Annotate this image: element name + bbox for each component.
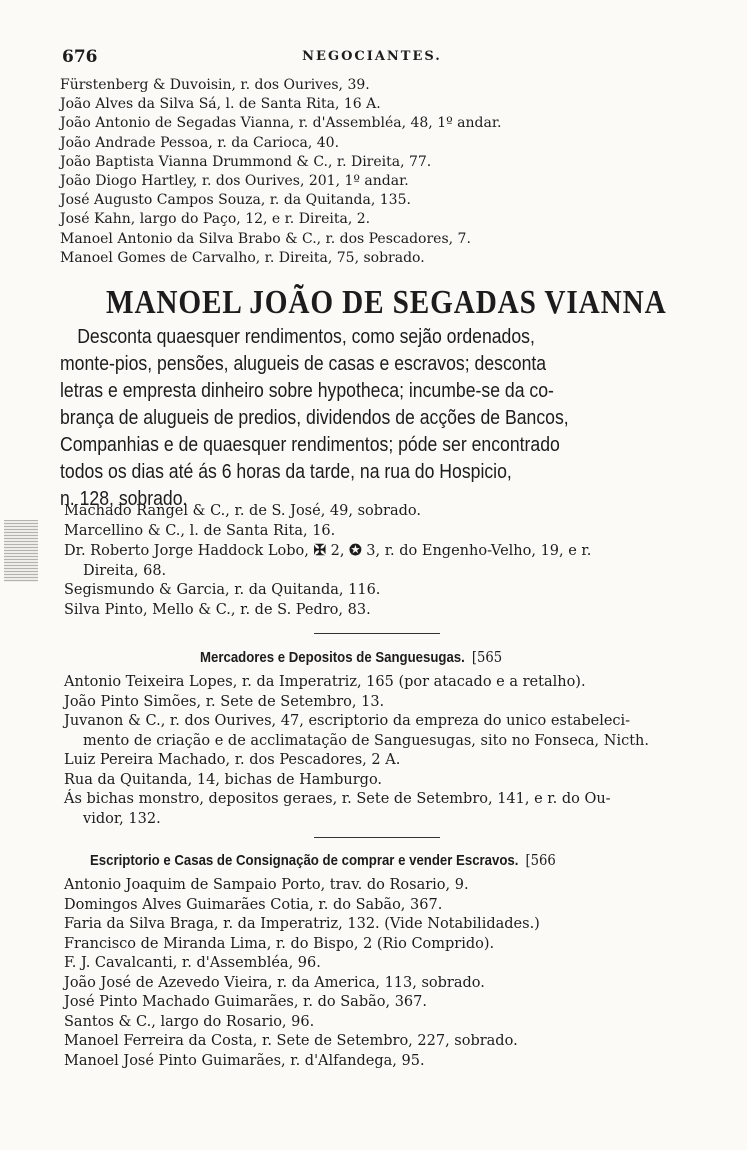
list-item: Antonio Teixeira Lopes, r. da Imperatriz, 165 (por atacado e a retalho). (64, 674, 586, 690)
advert-line: monte-pios, pensões, alugueis de casas e escravos; desconta (60, 352, 547, 375)
list-item: Juvanon & C., r. dos Ourives, 47, escriptorio da empreza do unico estabeleci- (64, 713, 631, 729)
list-item: Luiz Pereira Machado, r. dos Pescadores, 2 A. (64, 752, 401, 768)
section-title-sanguesugas (200, 648, 747, 666)
page-header (62, 47, 682, 71)
page-smudge (4, 520, 38, 582)
list-item: F. J. Cavalcanti, r. d'Assembléa, 96. (64, 955, 321, 971)
advert-line: brança de alugueis de predios, dividendos de acções de Bancos, (60, 406, 569, 429)
running-title: NEGOCIANTES. (302, 49, 442, 64)
list-item-continuation: mento de criação e de acclimatação de Sanguesugas, sito no Fonseca, Nicth. (83, 732, 649, 749)
list-item: Manoel José Pinto Guimarães, r. d'Alfandega, 95. (64, 1052, 425, 1069)
list-item: Antonio Joaquim de Sampaio Porto, trav. do Rosario, 9. (64, 877, 469, 893)
list-item (64, 541, 724, 562)
advert-line: Desconta quaesquer rendimentos, como sejão ordenados, (77, 325, 535, 348)
list-item: Machado Rangel & C., r. de S. José, 49, sobrado. (64, 503, 421, 519)
list-item: Manoel Gomes de Carvalho, r. Direita, 75, sobrado. (60, 249, 425, 266)
merchant-list-middle (64, 502, 724, 620)
list-item: João Antonio de Segadas Vianna, r. d'Assembléa, 48, 1º andar. (60, 115, 502, 132)
section-number: [565 (471, 648, 503, 666)
list-item: Fürstenberg & Duvoisin, r. dos Ourives, 39. (60, 77, 370, 93)
list-item: Silva Pinto, Mello & C., r. de S. Pedro, 83. (64, 601, 371, 618)
advert-line: Companhias e de quaesquer rendimentos; póde ser encontrado (60, 433, 560, 456)
list-item: João Diogo Hartley, r. dos Ourives, 201, 1º andar. (60, 173, 409, 190)
sanguesugas-list (64, 673, 734, 829)
list-item: Manoel Ferreira da Costa, r. Sete de Setembro, 227, sobrado. (64, 1033, 518, 1049)
list-item-continuation: Direita, 68. (83, 562, 167, 579)
section-number: [566 (525, 851, 556, 869)
list-item: João José de Azevedo Vieira, r. da America, 113, sobrado. (64, 974, 485, 991)
escravos-list (64, 876, 704, 1071)
list-item: João Andrade Pessoa, r. da Carioca, 40. (60, 134, 340, 151)
section-title-escravos (90, 851, 653, 869)
medal-icon: ✪ (349, 541, 362, 559)
list-item: Manoel Antonio da Silva Brabo & C., r. dos Pescadores, 7. (60, 230, 471, 247)
list-item: João Baptista Vianna Drummond & C., r. Direita, 77. (60, 153, 432, 170)
list-item-continuation: vidor, 132. (83, 810, 161, 827)
merchant-list-top (60, 76, 720, 268)
list-item: Santos & C., largo do Rosario, 96. (64, 1013, 315, 1030)
list-item-text: 2, (330, 543, 345, 559)
list-item: Ás bichas monstro, depositos geraes, r. Sete de Setembro, 141, e r. do Ou- (64, 791, 611, 807)
list-item: Marcellino & C., l. de Santa Rita, 16. (64, 522, 336, 539)
advertisement (60, 283, 700, 512)
list-item: João Pinto Simões, r. Sete de Setembro, 13. (64, 693, 385, 710)
section-divider (314, 837, 440, 838)
list-item-text: 3, r. do Engenho-Velho, 19, e r. (366, 543, 592, 559)
list-item: Rua da Quitanda, 14, bichas de Hamburgo. (64, 771, 383, 788)
section-title-text: Escriptorio e Casas de Consignação de comprar e vender Escravos. (90, 852, 519, 869)
section-divider (314, 633, 440, 634)
list-item: João Alves da Silva Sá, l. de Santa Rita, 16 A. (60, 96, 381, 113)
advert-line: todos os dias até ás 6 horas da tarde, na rua do Hospicio, (60, 460, 512, 483)
cross-of-order-icon: ✠ (313, 541, 327, 559)
section-title-text: Mercadores e Depositos de Sanguesugas. (200, 649, 465, 666)
list-item-text: Dr. Roberto Jorge Haddock Lobo, (64, 543, 309, 559)
advert-line: n. 128, sobrado. (60, 487, 188, 510)
advert-line: letras e empresta dinheiro sobre hypotheca; incumbe-se da co- (60, 379, 554, 402)
list-item: Faria da Silva Braga, r. da Imperatriz, 132. (Vide Notabilidades.) (64, 916, 540, 932)
list-item: Francisco de Miranda Lima, r. do Bispo, 2 (Rio Comprido). (64, 935, 495, 952)
list-item: José Pinto Machado Guimarães, r. do Sabão, 367. (64, 994, 427, 1010)
page-number: 676 (62, 47, 98, 67)
list-item: Domingos Alves Guimarães Cotia, r. do Sabão, 367. (64, 896, 443, 913)
advertiser-name: MANOEL JOÃO DE SEGADAS VIANNA (106, 284, 667, 321)
list-item: José Kahn, largo do Paço, 12, e r. Direita, 2. (60, 211, 371, 228)
list-item: Segismundo & Garcia, r. da Quitanda, 116. (64, 582, 381, 598)
list-item: José Augusto Campos Souza, r. da Quitanda, 135. (60, 192, 411, 209)
